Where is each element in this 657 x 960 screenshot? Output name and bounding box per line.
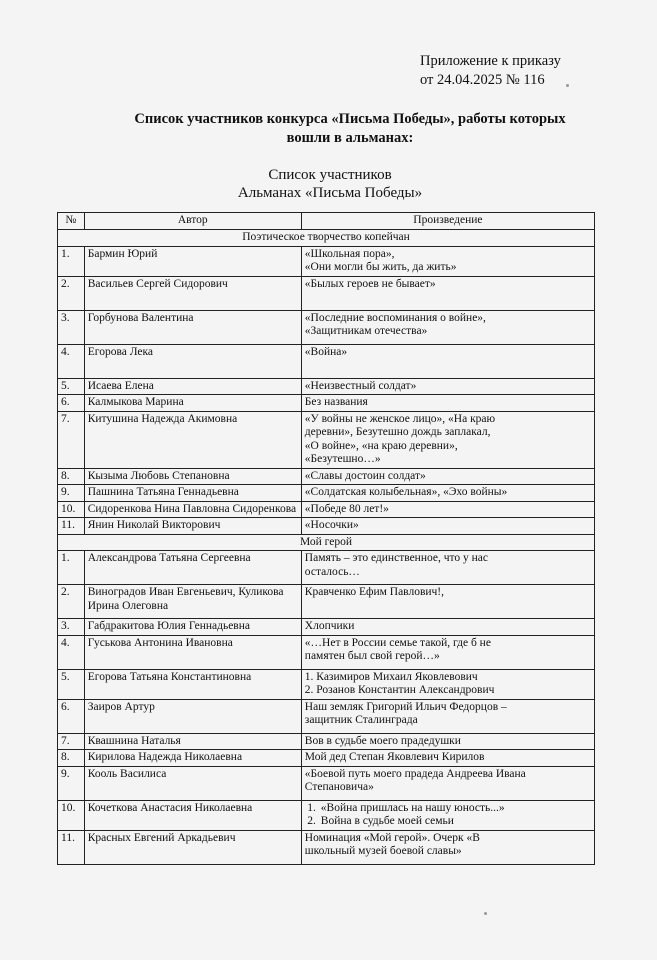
row-author: Сидоренкова Нина Павловна Сидоренкова	[84, 501, 301, 518]
row-number: 4.	[58, 344, 85, 378]
row-number: 10.	[58, 501, 85, 518]
row-work	[301, 733, 594, 750]
row-work	[301, 310, 594, 344]
table-row	[58, 551, 595, 585]
row-work	[301, 501, 594, 518]
row-work	[301, 619, 594, 636]
table-row	[58, 276, 595, 310]
row-number: 2.	[58, 585, 85, 619]
row-work	[301, 378, 594, 395]
row-work	[301, 485, 594, 502]
row-number: 3.	[58, 619, 85, 636]
row-number: 11.	[58, 518, 85, 535]
work-line: 1. Казимиров Михаил Яковлевович	[304, 670, 478, 683]
row-work	[301, 830, 594, 864]
header-number: №	[58, 213, 85, 230]
work-line: «Победе 80 лет!»	[304, 502, 389, 515]
list-subtitle	[160, 166, 500, 202]
work-line: осталось…	[304, 565, 360, 578]
row-number: 10.	[58, 800, 85, 830]
row-number: 1.	[58, 246, 85, 276]
work-line: «Школьная пора»,	[304, 247, 395, 260]
header-author: Автор	[84, 213, 301, 230]
row-author: Кооль Василиса	[84, 766, 301, 800]
participants-table	[57, 212, 595, 865]
row-author: Виноградов Иван Евгеньевич, Куликова Ирина Олеговна	[84, 585, 301, 619]
subtitle-line-1: Список участников	[268, 167, 392, 183]
section-title: Поэтическое творчество копейчан	[58, 230, 595, 247]
row-number: 6.	[58, 395, 85, 412]
work-line: «У войны не женское лицо», «На краю	[304, 412, 496, 425]
annex-line-2: от 24.04.2025 № 116	[420, 72, 545, 88]
section-title: Мой герой	[58, 534, 595, 551]
row-number: 5.	[58, 669, 85, 699]
scan-speck	[484, 912, 487, 915]
table-row	[58, 411, 595, 468]
row-number: 4.	[58, 635, 85, 669]
row-number: 2.	[58, 276, 85, 310]
row-work	[301, 766, 594, 800]
row-number: 9.	[58, 766, 85, 800]
work-line: «Боевой путь моего прадеда Андреева Ивана	[304, 767, 526, 780]
work-line: «Солдатская колыбельная», «Эхо войны»	[304, 486, 508, 498]
row-number: 6.	[58, 699, 85, 733]
work-line: деревни», Безутешно дождь заплакал,	[304, 426, 491, 438]
work-list	[305, 802, 591, 829]
work-line: «Они могли бы жить, да жить»	[304, 261, 457, 273]
row-number: 9.	[58, 485, 85, 502]
row-work	[301, 800, 594, 830]
work-line: «Славы достоин солдат»	[304, 469, 426, 482]
row-author: Васильев Сергей Сидорович	[84, 276, 301, 310]
row-author: Исаева Елена	[84, 378, 301, 395]
work-line: «Война»	[304, 345, 348, 358]
work-line: 2. Розанов Константин Александрович	[304, 684, 495, 696]
row-number: 3.	[58, 310, 85, 344]
row-work	[301, 635, 594, 669]
row-work	[301, 585, 594, 619]
work-line: Степановича»	[304, 781, 374, 793]
scan-speck	[566, 84, 569, 87]
table-header-row	[58, 213, 595, 230]
table-row	[58, 635, 595, 669]
work-line: памятен был свой герой…»	[304, 650, 440, 662]
work-line: Хлопчики	[304, 620, 355, 632]
row-work	[301, 551, 594, 585]
work-line: «Носочки»	[304, 519, 359, 531]
work-line: «…Нет в России семье такой, где б не	[304, 636, 491, 649]
work-line: «Былых героев не бывает»	[304, 277, 436, 290]
section-row	[58, 534, 595, 551]
row-author: Габдракитова Юлия Геннадьевна	[84, 619, 301, 636]
row-number: 7.	[58, 733, 85, 750]
header-work: Произведение	[301, 213, 594, 230]
table-row	[58, 518, 595, 535]
work-list-item: 2. Война в судьбе моей семьи	[319, 815, 591, 829]
work-line: школьный музей боевой славы»	[304, 845, 462, 857]
document-title	[100, 110, 600, 148]
row-author: Кызыма Любовь Степановна	[84, 468, 301, 485]
row-author: Бармин Юрий	[84, 246, 301, 276]
row-work	[301, 246, 594, 276]
row-work	[301, 344, 594, 378]
table-row	[58, 669, 595, 699]
table-row	[58, 800, 595, 830]
row-work	[301, 468, 594, 485]
annex-line-1: Приложение к приказу	[420, 53, 561, 69]
row-number: 5.	[58, 378, 85, 395]
table-row	[58, 830, 595, 864]
row-author: Калмыкова Марина	[84, 395, 301, 412]
table-row	[58, 485, 595, 502]
row-author: Гуськова Антонина Ивановна	[84, 635, 301, 669]
row-author: Пашнина Татьяна Геннадьевна	[84, 485, 301, 502]
subtitle-line-2: Альманах «Письма Победы»	[237, 185, 423, 201]
work-line: Номинация «Мой герой». Очерк «В	[304, 831, 480, 844]
table-row	[58, 501, 595, 518]
table-row	[58, 310, 595, 344]
work-line: защитник Сталинграда	[304, 714, 418, 726]
work-line: «Неизвестный солдат»	[304, 379, 417, 392]
table-row	[58, 750, 595, 767]
row-author: Кочеткова Анастасия Николаевна	[84, 800, 301, 830]
row-number: 7.	[58, 411, 85, 468]
title-line-1: Список участников конкурса «Письма Победы», работы которых	[134, 111, 566, 127]
row-author: Заиров Артур	[84, 699, 301, 733]
work-list-item: 1. «Война пришлась на нашу юность...»	[319, 802, 591, 816]
table-row	[58, 699, 595, 733]
table-row	[58, 395, 595, 412]
row-number: 8.	[58, 750, 85, 767]
title-line-2: вошли в альманах:	[286, 130, 414, 146]
row-number: 11.	[58, 830, 85, 864]
row-author: Егорова Лека	[84, 344, 301, 378]
row-work	[301, 518, 594, 535]
order-annex-note	[420, 52, 561, 90]
table-row	[58, 468, 595, 485]
work-line: «Защитникам отечества»	[304, 325, 428, 337]
row-work	[301, 699, 594, 733]
row-author: Горбунова Валентина	[84, 310, 301, 344]
work-line: «О войне», «на краю деревни»,	[304, 439, 458, 452]
table-row	[58, 766, 595, 800]
work-line: Память – это единственное, что у нас	[304, 552, 489, 564]
table-row	[58, 619, 595, 636]
row-author: Янин Николай Викторович	[84, 518, 301, 535]
table-row	[58, 733, 595, 750]
work-line: Мой дед Степан Яковлевич Кирилов	[304, 751, 485, 763]
work-line: «Последние воспоминания о войне»,	[304, 311, 486, 324]
work-line: «Безутешно…»	[304, 453, 381, 465]
row-work	[301, 276, 594, 310]
table-row	[58, 378, 595, 395]
row-author: Егорова Татьяна Константиновна	[84, 669, 301, 699]
work-line: Без названия	[304, 396, 368, 408]
table-row	[58, 344, 595, 378]
row-work	[301, 411, 594, 468]
row-number: 1.	[58, 551, 85, 585]
work-line: Кравченко Ефим Павлович!,	[304, 586, 445, 598]
row-work	[301, 750, 594, 767]
row-author: Китушина Надежда Акимовна	[84, 411, 301, 468]
row-author: Квашнина Наталья	[84, 733, 301, 750]
section-row	[58, 230, 595, 247]
table-row	[58, 246, 595, 276]
work-line: Наш земляк Григорий Ильич Федорцов –	[304, 700, 507, 713]
row-work	[301, 669, 594, 699]
row-author: Кирилова Надежда Николаевна	[84, 750, 301, 767]
row-author: Александрова Татьяна Сергеевна	[84, 551, 301, 585]
row-work	[301, 395, 594, 412]
table-row	[58, 585, 595, 619]
row-author: Красных Евгений Аркадьевич	[84, 830, 301, 864]
work-line: Вов в судьбе моего прадедушки	[304, 734, 461, 747]
row-number: 8.	[58, 468, 85, 485]
